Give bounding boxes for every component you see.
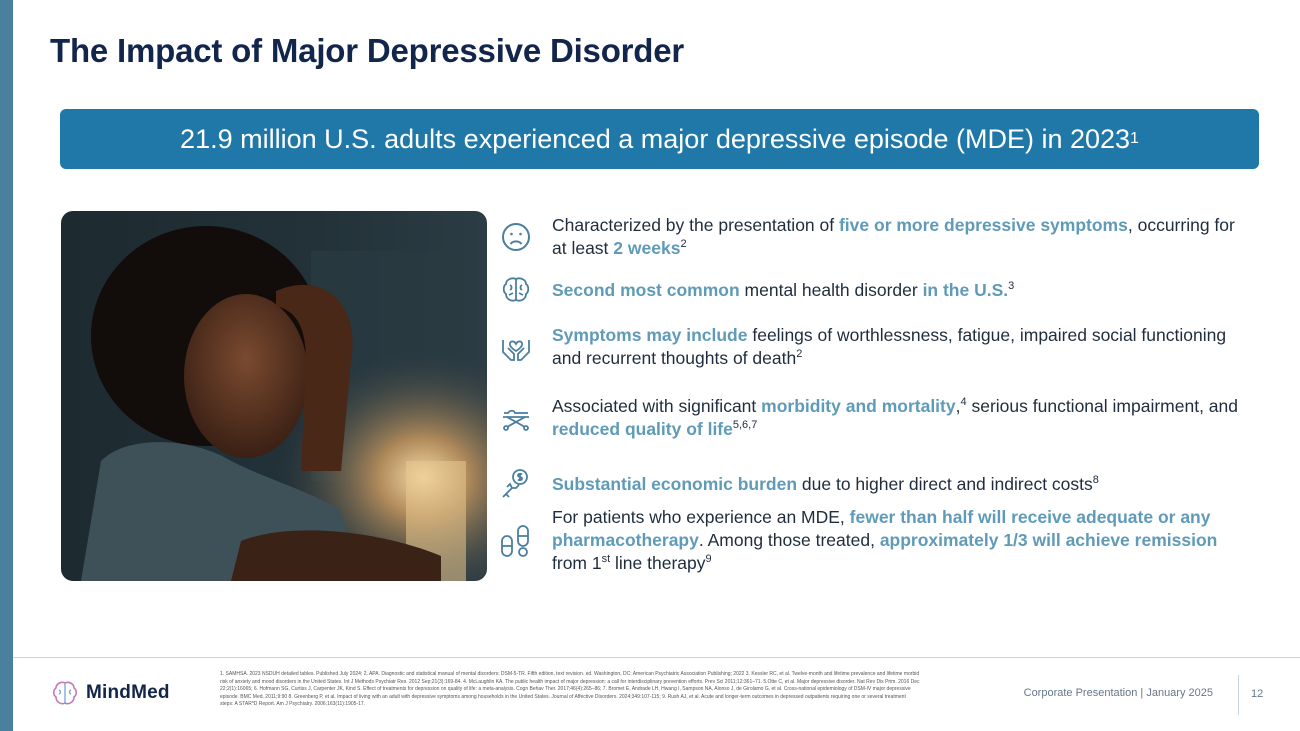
list-item [498, 324, 1238, 370]
banner-text: 21.9 million U.S. adults experienced a major depressive episode (MDE) in 2023 [180, 123, 1131, 154]
corporate-label: Corporate Presentation | January 2025 [1023, 687, 1213, 699]
list-item [498, 395, 1238, 441]
logo-text: MindMed [86, 682, 170, 703]
brain-icon [498, 272, 534, 308]
pills-icon [498, 523, 534, 559]
hands-heart-icon [498, 329, 534, 365]
bullet-text: Substantial economic burden due to higher direct and indirect costs$^8$ [552, 473, 1099, 494]
list-item [498, 466, 1238, 502]
list-item [498, 506, 1238, 575]
page-number: 12 [1251, 688, 1264, 700]
bullet-text: Second most common mental health disorder in the U.S.$^3$ [552, 279, 1015, 300]
brain-logo-icon [52, 680, 78, 706]
sad-face-icon [498, 219, 534, 255]
woman-head-in-hand-photo [61, 211, 487, 581]
bullet-text: Symptoms may include feelings of worthlessness, fatigue, impaired social functioning and recurrent thoughts of death$^2$ [552, 325, 1227, 368]
left-accent-bar [0, 0, 13, 731]
footer-divider [13, 657, 1300, 658]
stat-banner: 21.9 million U.S. adults experienced a major depressive episode (MDE) in 2023 1 [60, 109, 1259, 169]
mindmed-logo [52, 680, 170, 706]
list-item [498, 272, 1238, 308]
page-title: The Impact of Major Depressive Disorder [50, 32, 685, 69]
list-item [498, 214, 1238, 260]
bullet-text: Associated with significant morbidity and mortality,$^4$ serious functional impairment, and reduced quality of life$^{5,6,7}$ [552, 396, 1238, 439]
footer-vertical-divider [1238, 675, 1239, 715]
bullet-text: For patients who experience an MDE, fewer than half will receive adequate or any pharmacotherapy. Among those treated, approximately 1/3 will achieve remission from 1st line therapy$^9$ [552, 507, 1218, 573]
money-hand-icon [498, 466, 534, 502]
bullet-text: Characterized by the presentation of five or more depressive symptoms, occurring for at least 2 weeks$^2$ [552, 215, 1235, 258]
hospital-bed-icon [498, 400, 534, 436]
references: 1. SAMHSA. 2023 NSDUH detailed tables. Published July 2024; 2. APA. Diagnostic and statistical manual of mental disorders: DSM-5-TR. Fifth edition, text revision. ed. Washington, DC: American Psychiatric Association Publishing; 2022 3. Kessler RC, et al. Twelve-month and lifetime prevalence and lifetime morbid risk of anxiety and mood disorders in the United States. Int J Methods Psychiatr Res. 2012 Sep;21(3):169-84. 4. McLaughlin KA. The public health impact of major depression: a call for interdisciplinary prevention efforts. Prev Sci 2011;12:361–71. 5.Otte C, et al. Major depressive disorder. Nat Rev Dis Prim. 2016 Dec 22;2(1):16065; 6. Hofmann SG, Curtiss J, Carpenter JK, Kind S. Effect of treatments for depression on quality of life: a meta-analysis. Cogn Behav Ther. 2017;46(4):265–86; 7. Bromet E, Andrade LH, Hwang I, Sampson NA, Alonso J, de Girolamo G, et al. Cross-national epidemiology of DSM-IV major depressive episode. BMC Med. 2011;9:90 8. Greenberg P, et al. Impact of living with an adult with depressive symptoms among households in the United States. Journal of Affective Disorders. 2024;349:107-115; 9. Rush AJ, et al. Acute and longer-term outcomes in depressed outpatients requiring one or several treatment steps: A STAR*D Report. Am J Psychiatry. 2006;163(11):1905-17. [220, 671, 920, 708]
